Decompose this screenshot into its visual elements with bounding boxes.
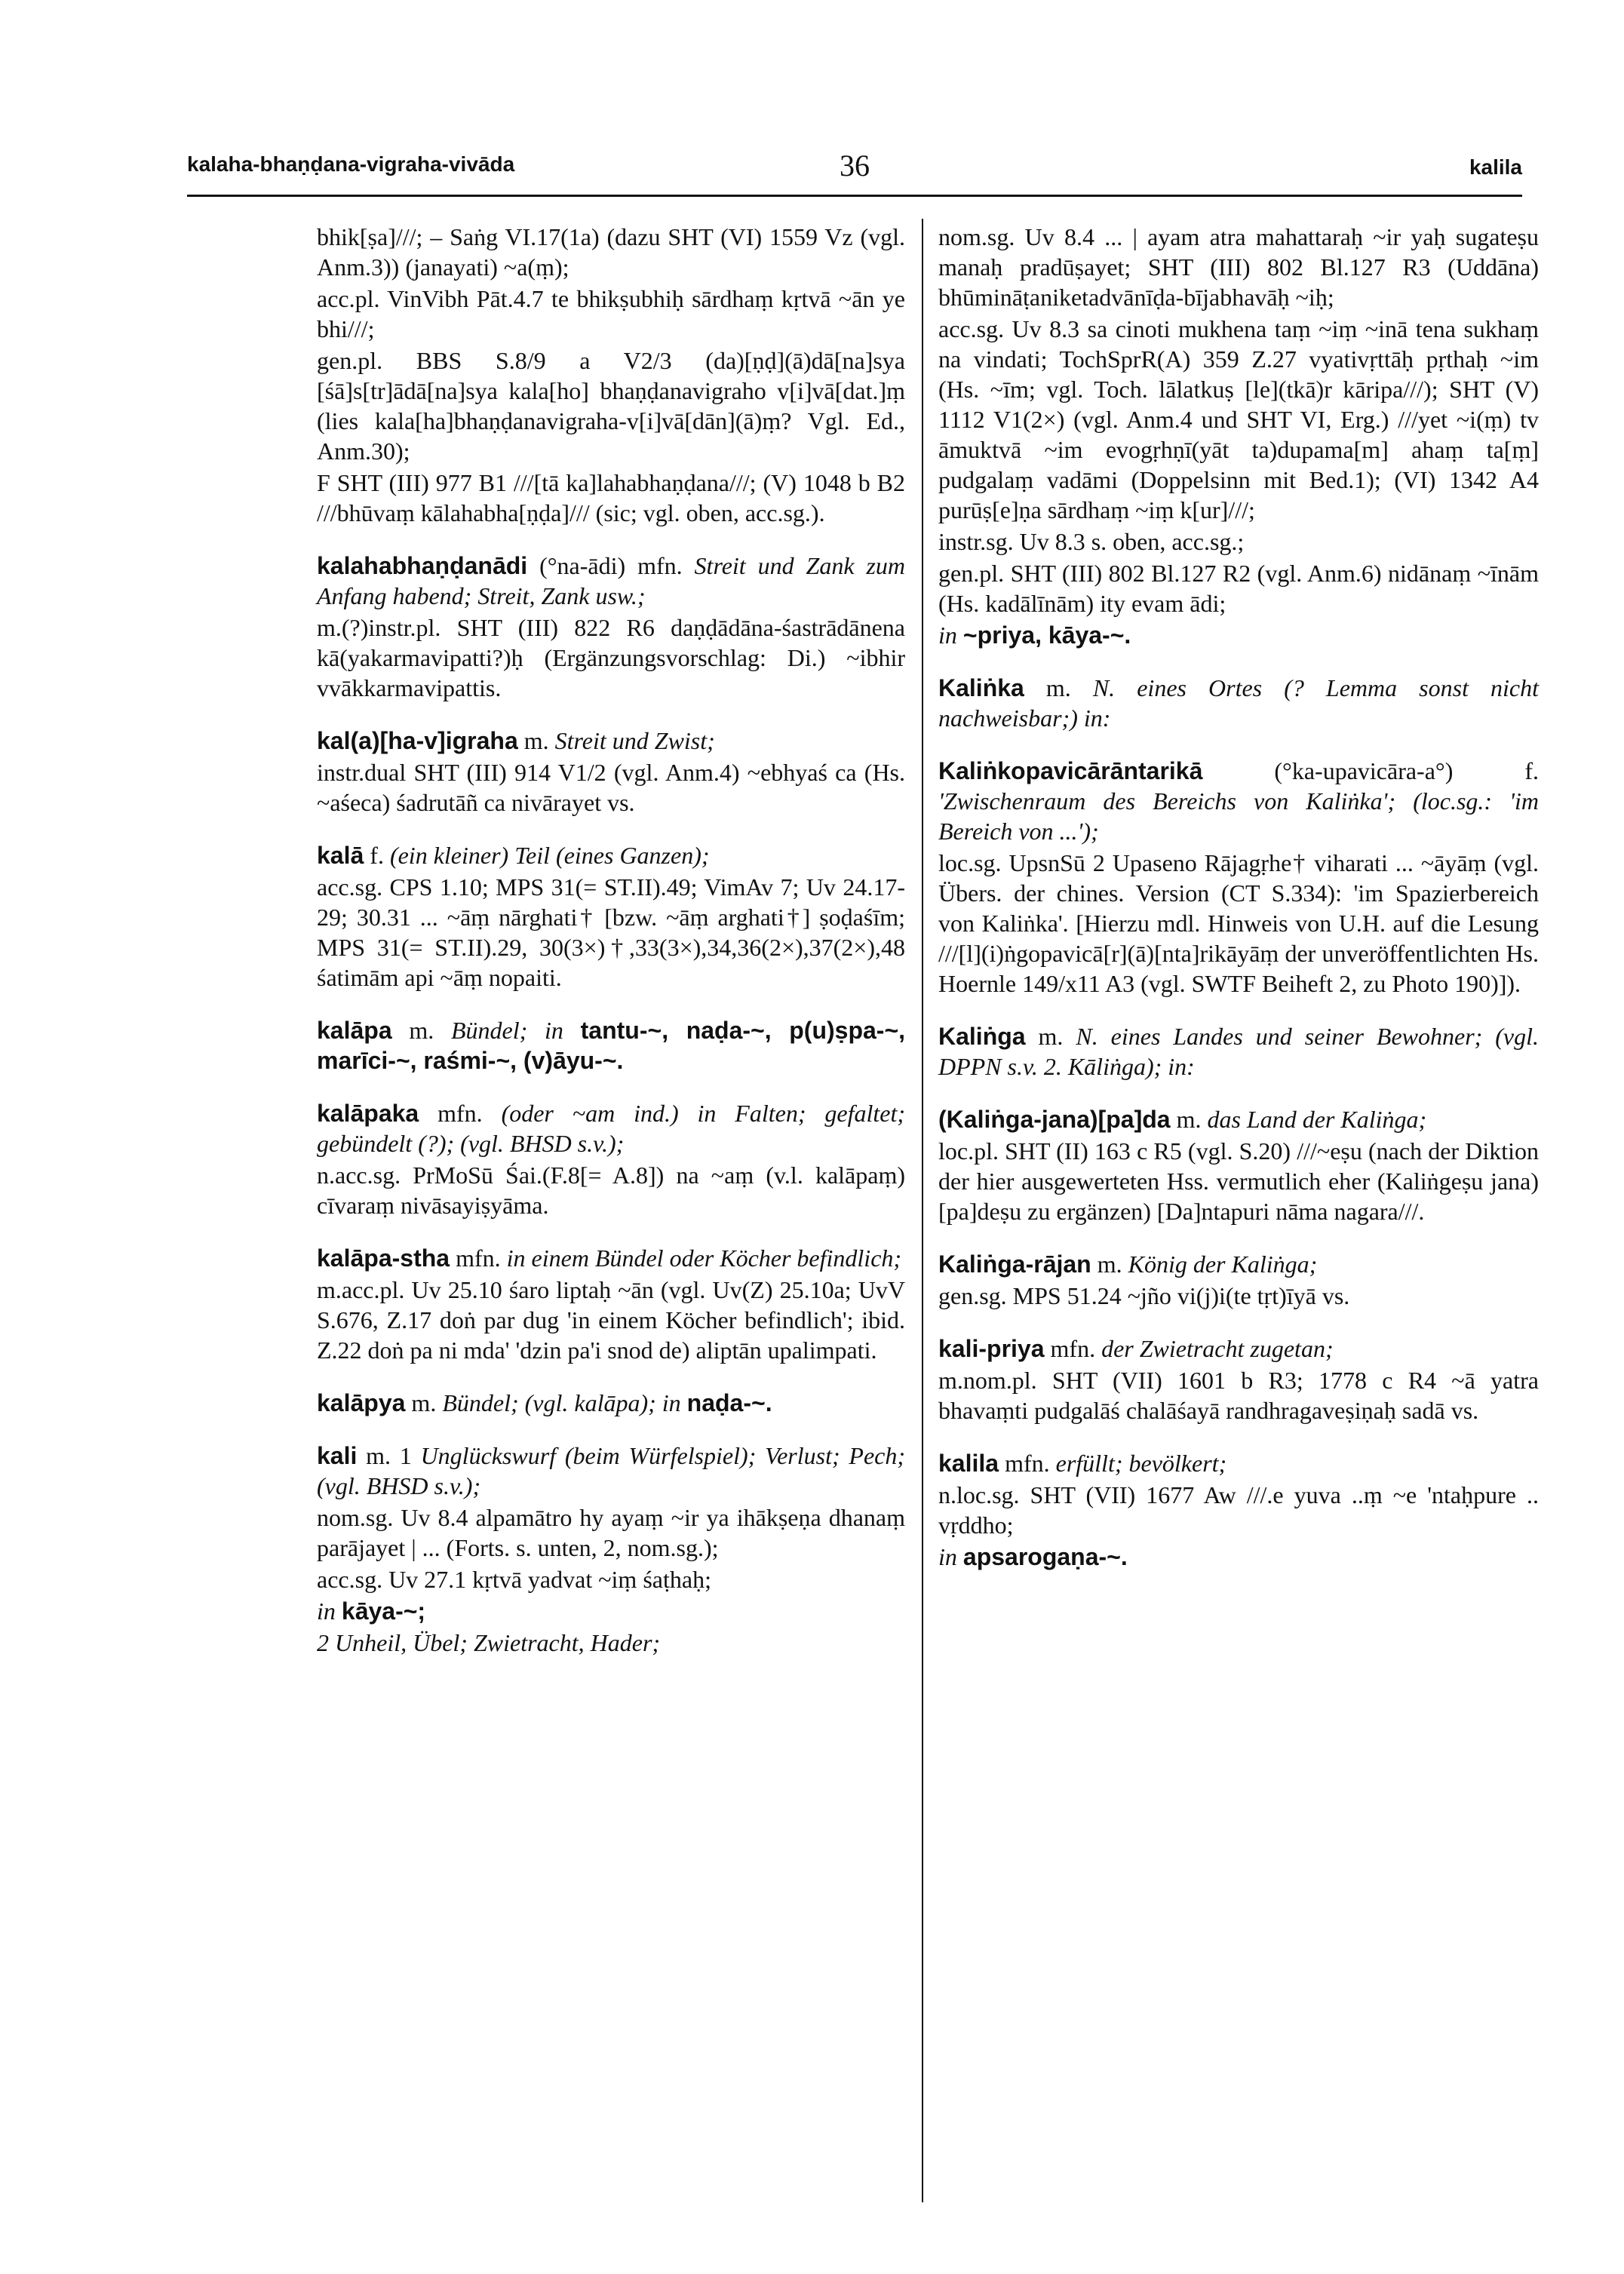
entry-line: nom.sg. Uv 8.4 alpamātro hy ayaṃ ~ir ya ihākṣeṇa dhanaṃ parājayet | ... (Forts. s. unten, 2, nom.sg.); (317, 1504, 905, 1561)
cross-references: ~priya, kāya-~. (962, 621, 1131, 649)
entry-head-line (317, 726, 905, 756)
header-first-headword: kalaha-bhaṇḍana-vigraha-vivāda (187, 152, 515, 176)
grammar: m. (1170, 1106, 1208, 1133)
entry-kalinka (938, 673, 1539, 733)
gloss: Streit und Zwist; (554, 727, 715, 754)
entry-line: instr.sg. Uv 8.3 s. oben, acc.sg.; (938, 528, 1245, 555)
entry-head-line (938, 1333, 1539, 1364)
entry-line: m.(?)instr.pl. SHT (III) 822 R6 daṇḍādāna-śastrādānena kā(yakarmavipatti?)ḥ (Ergänzungsvorschlag: Di.) ~ibhir vvākkarmavipattis. (317, 614, 905, 701)
entry-kalinga-rajan (938, 1249, 1539, 1311)
headword: kalahabhaṇḍanādi (317, 552, 528, 579)
entry-head-line (317, 1243, 905, 1273)
grammar: (°na-ādi) mfn. (527, 552, 695, 579)
entry-kalinga (938, 1021, 1539, 1082)
entry-kalapa-stha (317, 1243, 905, 1365)
grammar: mfn. (1044, 1335, 1102, 1362)
entry-line: F SHT (III) 977 B1 ///[tā ka]lahabhaṇḍana///; (V) 1048 b B2 ///bhūvaṃ kālahabha[ṇḍa]/// (sic; vgl. oben, acc.sg.). (317, 469, 905, 526)
entry-kalaha-vigraha (317, 726, 905, 818)
gloss: Unglückswurf (beim Würfelspiel); Verlust; Pech; (vgl. BHSD s.v.); (317, 1442, 906, 1499)
entry-kalapaka (317, 1098, 905, 1220)
entry-line: n.acc.sg. PrMoSū Śai.(F.8[= A.8]) na ~aṃ (v.l. kalāpaṃ) cīvaraṃ nivāsayiṣyāma. (317, 1162, 905, 1219)
header-last-headword: kalila (1469, 155, 1522, 179)
headword: kali-priya (938, 1335, 1045, 1362)
grammar: mfn. (999, 1450, 1056, 1477)
grammar: m. (1091, 1251, 1128, 1278)
cross-references: apsarogaṇa-~. (962, 1543, 1128, 1570)
headword: kalila (938, 1450, 999, 1477)
in-label: in (317, 1597, 342, 1625)
headword: (Kaliṅga-jana)[pa]da (938, 1106, 1171, 1133)
column-divider (922, 219, 923, 2202)
entry-head-line (317, 1441, 905, 1501)
entry-head-line (317, 1388, 905, 1418)
entry-line: acc.sg. Uv 8.3 sa cinoti mukhena taṃ ~iṃ ~inā tena sukhaṃ na vindati; TochSprR(A) 359 Z.27 vyativṛttāḥ pṛthaḥ ~im (Hs. ~īm; vgl. Toch. lālatkuṣ [le](tkā)r kāripa///); SHT (V) 1112 V1(2×) (vgl. Anm.4 und SHT VI, Erg.) ///yet ~i(ṃ) tv āmuktvā ~im evogṛhṇī(yāt ta)dupama[m] ahaṃ ta[ṃ] pudgalaṃ vadāmi (Doppelsinn mit Bed.1); (VI) 1342 A4 purūṣ[e]ṇa sārdhaṃ ~iṃ k[ur]///; (938, 315, 1539, 523)
entry-line (317, 1596, 905, 1626)
entry-line: acc.sg. Uv 27.1 kṛtvā yadvat ~iṃ śaṭhaḥ; (317, 1566, 711, 1593)
entry-head-line (317, 1098, 905, 1158)
in-label: in (938, 621, 963, 649)
entry-kali (317, 1441, 905, 1658)
gloss: erfüllt; bevölkert; (1055, 1450, 1227, 1477)
entry-line: instr.dual SHT (III) 914 V1/2 (vgl. Anm.4) ~ebhyaś ca (Hs. ~aśeca) śadrutāñ ca nivārayet vs. (317, 759, 905, 816)
entry-line: acc.pl. VinVibh Pāt.4.7 te bhikṣubhiḥ sārdhaṃ kṛtvā ~ān ye bhi///; (317, 285, 905, 342)
gloss: N. eines Ortes (? Lemma sonst nicht nachweisbar;) in: (938, 674, 1540, 732)
entry-line: nom.sg. Uv 8.4 ... | ayam atra mahattaraḥ ~ir yaḥ sugateṣu manaḥ pradūṣayet; SHT (III) 802 Bl.127 R3 (Uddāna) bhūmināṭaniketadvānīḍa-bījabhavāḥ ~iḥ; (938, 223, 1539, 311)
entry-line: gen.pl. SHT (III) 802 Bl.127 R2 (vgl. Anm.6) nidānaṃ ~īnām (Hs. kadālīnām) ity evam ādi; (938, 560, 1539, 617)
entry-head-line (317, 1015, 905, 1076)
gloss: in einem Bündel oder Köcher befindlich; (506, 1244, 902, 1272)
entry-line: loc.sg. UpsnSū 2 Upaseno Rājagṛhe† viharati ... ~āyāṃ (vgl. Übers. der chines. Version (CT S.334): 'im Spazierbereich von Kaliṅka'. [Hierzu mdl. Hinweis von U.H. auf die Lesung ///[l](i)ṅgopavicā[r](ā)[nta]rikāyāṃ der unveröffentlichten Hs. Hoernle 149/x11 A3 (vgl. SWTF Beiheft 2, zu Photo 190)]). (938, 849, 1539, 997)
entry-kalapa (317, 1015, 905, 1076)
page-number: 36 (840, 149, 870, 183)
headword: Kaliṅka (938, 674, 1024, 701)
entry-head-line (938, 756, 1539, 846)
entry-kalinga-janapada (938, 1104, 1539, 1226)
entry-kali-priya (938, 1333, 1539, 1425)
gloss: Streit und Zank zum Anfang habend; Streit, Zank usw.; (317, 552, 906, 609)
entry-line (938, 1542, 1539, 1572)
headword: kalāpya (317, 1389, 406, 1416)
entry-line: 2 Unheil, Übel; Zwietracht, Hader; (317, 1629, 661, 1656)
gloss: König der Kaliṅga; (1128, 1251, 1318, 1278)
headword: Kaliṅga (938, 1023, 1026, 1050)
gloss: (oder ~am ind.) in Falten; gefaltet; gebündelt (?); (vgl. BHSD s.v.); (317, 1100, 906, 1157)
entry-kala (317, 840, 905, 993)
gloss: (ein kleiner) Teil (eines Ganzen); (389, 842, 710, 869)
grammar: (°ka-upavicāra-a°) f. (1202, 757, 1539, 784)
entry-kalahabhandanadi (317, 551, 905, 703)
entry-line: n.loc.sg. SHT (VII) 1677 Aw ///.e yuva ..ṃ ~e 'ntaḥpure .. vṛddho; (938, 1481, 1539, 1539)
entry-kalapya (317, 1388, 905, 1418)
headword: kalāpa (317, 1017, 392, 1044)
grammar: mfn. (450, 1244, 507, 1272)
left-column (317, 222, 905, 1658)
entry-head-line (938, 1448, 1539, 1478)
gloss: Bündel; in (450, 1017, 581, 1044)
gloss: 'Zwischenraum des Bereichs von Kaliṅka'; (loc.sg.: 'im Bereich von ...'); (938, 787, 1539, 845)
entry-line: loc.pl. SHT (II) 163 c R5 (vgl. S.20) ///~eṣu (nach der Diktion der hier ausgewerteten Hss. vermutlich eher (Kaliṅgeṣu jana)[pa]deṣu zu ergänzen) [Da]ntapuri nāma nagara///. (938, 1137, 1539, 1225)
headword: Kaliṅga-rājan (938, 1251, 1091, 1278)
headword: kalā (317, 842, 364, 869)
in-label: in (938, 1543, 963, 1570)
entry-line: gen.pl. BBS S.8/9 a V2/3 (da)[ṇḍ](ā)dā[na]sya [śā]s[tr]ādā[na]sya kala[ho] bhaṇḍanavigraho v[i]vā[dat.]ṃ (lies kala[ha]bhaṇḍanavigraha-v[i]vā[dān](ā)ṃ? Vgl. Ed., Anm.30); (317, 347, 905, 465)
entry-continuation (317, 222, 905, 528)
grammar: m. (1025, 1023, 1076, 1050)
headword: Kaliṅkopavicārāntarikā (938, 757, 1203, 784)
entry-line: m.acc.pl. Uv 25.10 śaro liptaḥ ~ān (vgl. Uv(Z) 25.10a; UvV S.676, Z.17 doṅ par dug 'in einem Köcher befindlich'; ibid. Z.22 doṅ pa ni mda' 'dzin pa'i snod de) aliptān upalimpati. (317, 1276, 905, 1364)
cross-references: tantu-~, naḍa-~, p(u)ṣpa-~, marīci-~, raśmi-~, (v)āyu-~. (317, 1017, 906, 1074)
entry-kali-continuation (938, 222, 1539, 650)
grammar: mfn. (419, 1100, 502, 1127)
headword: kalāpa-stha (317, 1244, 450, 1272)
entry-head-line (938, 1021, 1539, 1082)
entry-head-line (938, 673, 1539, 733)
grammar: f. (364, 842, 390, 869)
gloss: das Land der Kaliṅga; (1207, 1106, 1427, 1133)
entry-line: m.nom.pl. SHT (VII) 1601 b R3; 1778 c R4 ~ā yatra bhavaṃti pudgalāś chalāśayā randhragaveṣiṇaḥ sadā vs. (938, 1367, 1539, 1424)
gloss: der Zwietracht zugetan; (1101, 1335, 1334, 1362)
gloss: N. eines Landes und seiner Bewohner; (vgl. DPPN s.v. 2. Kāliṅga); in: (938, 1023, 1539, 1080)
entry-head-line (938, 1104, 1539, 1134)
entry-kalinkopavicarantarika (938, 756, 1539, 999)
gloss: Bündel; (vgl. kalāpa); in (442, 1389, 687, 1416)
running-header (187, 142, 1522, 197)
entry-line: gen.sg. MPS 51.24 ~jño vi(j)i(te tṛt)īyā vs. (938, 1282, 1350, 1309)
entry-line: acc.sg. CPS 1.10; MPS 31(= ST.II).49; VimAv 7; Uv 24.17-29; 30.31 ... ~āṃ nārghati† [bzw. ~āṃ arghati†] ṣoḍaśīm; MPS 31(= ST.II).29, 30(3×)†,33(3×),34,36(2×),37(2×),48 śatimām api ~āṃ nopaiti. (317, 873, 905, 991)
headword: kalāpaka (317, 1100, 419, 1127)
grammar: m. (1024, 674, 1093, 701)
grammar: m. (405, 1389, 443, 1416)
entry-kalila (938, 1448, 1539, 1572)
cross-references: kāya-~; (341, 1597, 426, 1625)
entry-line (938, 620, 1539, 650)
entry-head-line (938, 1249, 1539, 1279)
entry-head-line (317, 551, 905, 611)
entry-head-line (317, 840, 905, 870)
right-column (938, 222, 1539, 1572)
grammar: m. (391, 1017, 451, 1044)
grammar: m. 1 (357, 1442, 421, 1469)
grammar: m. (517, 727, 555, 754)
headword: kali (317, 1442, 358, 1469)
entry-line: bhik[ṣa]///; – Saṅg VI.17(1a) (dazu SHT (VI) 1559 Vz (vgl. Anm.3)) (janayati) ~a(ṃ); (317, 223, 905, 281)
cross-references: naḍa-~. (686, 1389, 772, 1416)
headword: kal(a)[ha-v]igraha (317, 727, 518, 754)
